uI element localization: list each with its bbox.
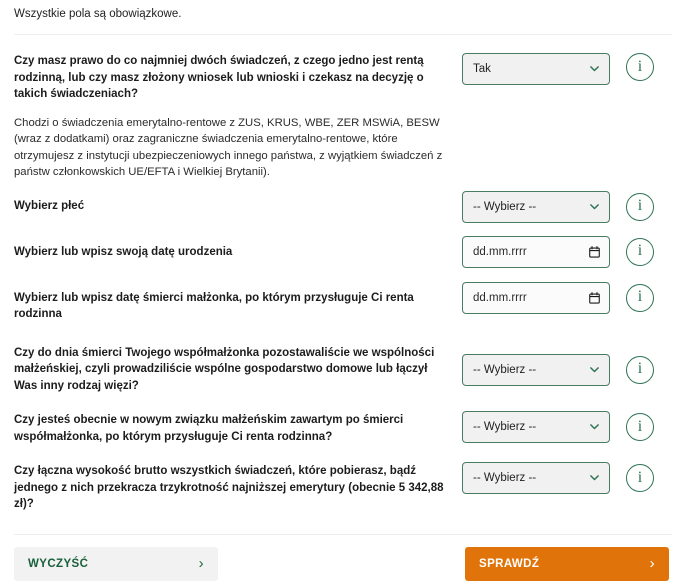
row-text-block bbox=[14, 53, 462, 181]
chevron-down-icon bbox=[589, 201, 600, 212]
chevron-down-icon bbox=[589, 364, 600, 375]
calendar-icon[interactable] bbox=[589, 292, 600, 304]
chevron-down-icon bbox=[589, 472, 600, 483]
form-row-benefits-threshold bbox=[10, 445, 670, 513]
row-text-block bbox=[14, 290, 462, 323]
info-icon-glyph: i bbox=[637, 197, 643, 214]
info-icon-glyph: i bbox=[637, 242, 643, 259]
info-icon[interactable] bbox=[626, 53, 654, 81]
date-input-value: dd.mm.rrrr bbox=[473, 291, 527, 304]
question-label: Czy łączna wysokość brutto wszystkich świadczeń, które pobierasz, bądź jednego z nich przekracza trzykrotność najniższej emerytury (obecnie 5 342,88 zł)? bbox=[14, 465, 444, 510]
chevron-down-icon bbox=[589, 421, 600, 432]
row-info-slot bbox=[612, 284, 668, 312]
row-info-slot bbox=[612, 356, 668, 384]
info-icon-glyph: i bbox=[637, 360, 643, 377]
row-info-slot bbox=[612, 413, 668, 441]
row-control-slot bbox=[462, 354, 612, 386]
date-input-birth-date[interactable] bbox=[462, 236, 610, 268]
question-label: Czy jesteś obecnie w nowym związku małżeńskim zawartym po śmierci współmałżonka, po którym przysługuje Ci renta rodzinna? bbox=[14, 414, 404, 443]
form-row-benefits-entitlement bbox=[10, 35, 670, 181]
date-input-spouse-death-date[interactable] bbox=[462, 282, 610, 314]
form-row-spouse-death-date bbox=[10, 268, 670, 323]
row-control-slot bbox=[462, 462, 612, 494]
question-label: Wybierz lub wpisz swoją datę urodzenia bbox=[14, 245, 233, 258]
form-row-marital-community bbox=[10, 323, 670, 395]
select-value: -- Wybierz -- bbox=[473, 472, 537, 484]
question-label: Czy masz prawo do co najmniej dwóch świadczeń, z czego jedno jest rentą rodzinną, lub czy masz złożony wniosek lub wnioski i czekasz na decyzję o takich świadczeniach? bbox=[14, 55, 424, 100]
select-benefits-threshold[interactable] bbox=[462, 462, 610, 494]
chevron-right-icon: › bbox=[649, 554, 655, 572]
question-label: Wybierz lub wpisz datę śmierci małżonka, po którym przysługuje Ci renta rodzinna bbox=[14, 291, 414, 320]
form-rows bbox=[10, 35, 670, 513]
row-control-slot bbox=[462, 53, 612, 85]
form-row-new-marriage bbox=[10, 394, 670, 445]
date-input-value: dd.mm.rrrr bbox=[473, 245, 527, 258]
submit-button[interactable] bbox=[465, 547, 669, 581]
info-icon[interactable] bbox=[626, 464, 654, 492]
info-icon[interactable] bbox=[626, 284, 654, 312]
info-icon[interactable] bbox=[626, 356, 654, 384]
row-control-slot bbox=[462, 282, 612, 314]
row-control-slot bbox=[462, 191, 612, 223]
question-label: Wybierz płeć bbox=[14, 199, 85, 212]
info-icon[interactable] bbox=[626, 238, 654, 266]
question-help-text: Chodzi o świadczenia emerytalno-rentowe z ZUS, KRUS, WBE, ZER MSWiA, BESW (wraz z dodatkami) oraz zagraniczne świadczenia emerytalno-rentowe, które otrzymujesz z instytucji ubezpieczeniowych innego państwa, z wyjątkiem świadczeń z państw członkowskich UE/EFTA i Wielkiej Brytanii). bbox=[14, 116, 443, 178]
info-icon-glyph: i bbox=[637, 417, 643, 435]
clear-button[interactable] bbox=[14, 547, 218, 581]
row-info-slot bbox=[612, 53, 668, 81]
form-row-gender bbox=[10, 181, 670, 223]
info-icon[interactable] bbox=[626, 413, 654, 441]
calendar-icon[interactable] bbox=[589, 246, 600, 258]
form-row-birth-date bbox=[10, 223, 670, 268]
row-text-block bbox=[14, 463, 462, 513]
clear-button-label: WYCZYŚĆ bbox=[28, 557, 89, 570]
row-info-slot bbox=[612, 193, 668, 221]
row-info-slot bbox=[612, 464, 668, 492]
row-text-block bbox=[14, 244, 462, 261]
info-icon[interactable] bbox=[626, 193, 654, 221]
chevron-down-icon bbox=[589, 63, 600, 74]
info-icon-glyph: i bbox=[637, 288, 643, 305]
submit-button-label: SPRAWDŹ bbox=[479, 557, 540, 570]
row-control-slot bbox=[462, 411, 612, 443]
intro-text: Wszystkie pola są obowiązkowe. bbox=[14, 8, 182, 20]
select-marital-community[interactable] bbox=[462, 354, 610, 386]
question-label: Czy do dnia śmierci Twojego współmałżonka pozostawaliście we wspólności małżeńskiej, czyli prowadziliście wspólne gospodarstwo domowe lub łączył Was inny rodzaj więzi? bbox=[14, 346, 435, 392]
select-value: -- Wybierz -- bbox=[473, 363, 537, 376]
info-icon-glyph: i bbox=[637, 468, 643, 486]
select-value: Tak bbox=[473, 63, 491, 75]
select-gender[interactable] bbox=[462, 191, 610, 223]
info-icon-glyph: i bbox=[637, 57, 643, 75]
select-value: -- Wybierz -- bbox=[473, 421, 537, 433]
row-info-slot bbox=[612, 238, 668, 266]
chevron-right-icon: › bbox=[198, 554, 204, 572]
select-value: -- Wybierz -- bbox=[473, 200, 537, 213]
row-control-slot bbox=[462, 236, 612, 268]
row-text-block bbox=[14, 345, 462, 395]
footer-buttons bbox=[10, 535, 670, 581]
row-text-block bbox=[14, 198, 462, 215]
row-text-block bbox=[14, 412, 462, 445]
select-benefits-entitlement[interactable] bbox=[462, 53, 610, 85]
select-new-marriage[interactable] bbox=[462, 411, 610, 443]
